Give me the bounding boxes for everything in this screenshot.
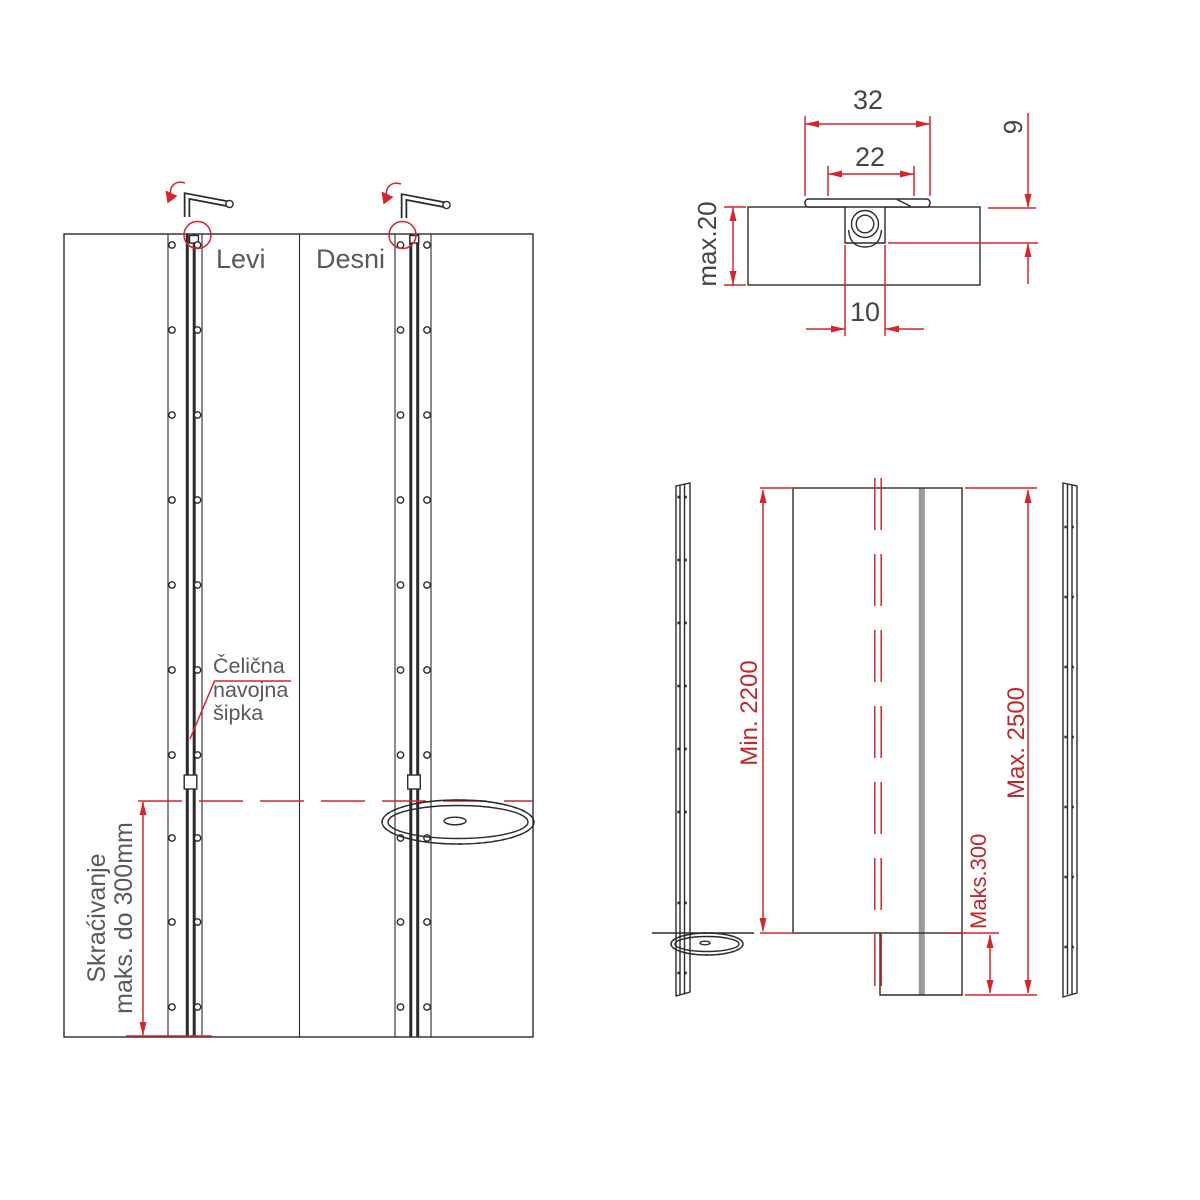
dim-min-height: Min. 2200 xyxy=(736,660,763,766)
dim-inner-width: 22 xyxy=(854,142,886,172)
rotation-arrow-icon-left xyxy=(166,182,186,203)
rotation-arrow-icon-right xyxy=(382,183,402,204)
dim-thickness: max.20 xyxy=(692,201,722,287)
hex-key-icon-right xyxy=(404,197,450,218)
rod-label-line1: Čelična xyxy=(213,654,285,678)
dim-max-height: Max. 2500 xyxy=(1003,686,1030,800)
threaded-rod-end xyxy=(184,775,197,789)
hex-key-icon-left xyxy=(187,196,233,217)
dim-groove-width: 10 xyxy=(849,297,881,327)
rail-plate-section xyxy=(805,199,930,207)
dim-groove-depth: 9 xyxy=(998,119,1028,135)
panel-side xyxy=(793,478,962,1008)
left-profile-edge xyxy=(676,483,690,996)
threaded-rod-end xyxy=(408,775,421,789)
rod-label-line2: navojna xyxy=(213,677,289,702)
dim-outer-width: 32 xyxy=(852,85,884,115)
right-panel-label: Desni xyxy=(316,244,386,274)
dim-extension: Maks.300 xyxy=(966,833,991,929)
left-panel-label: Levi xyxy=(216,244,266,274)
shortening-note-line1: Skraćivanje xyxy=(83,853,111,983)
rod-label xyxy=(213,655,288,726)
right-profile-edge xyxy=(1063,483,1077,997)
rod-label-line3: šipka xyxy=(213,701,264,725)
rail-stripe xyxy=(919,488,925,995)
shortening-note-line2: maks. do 300mm xyxy=(110,822,138,1014)
shortening-note xyxy=(84,822,138,1014)
